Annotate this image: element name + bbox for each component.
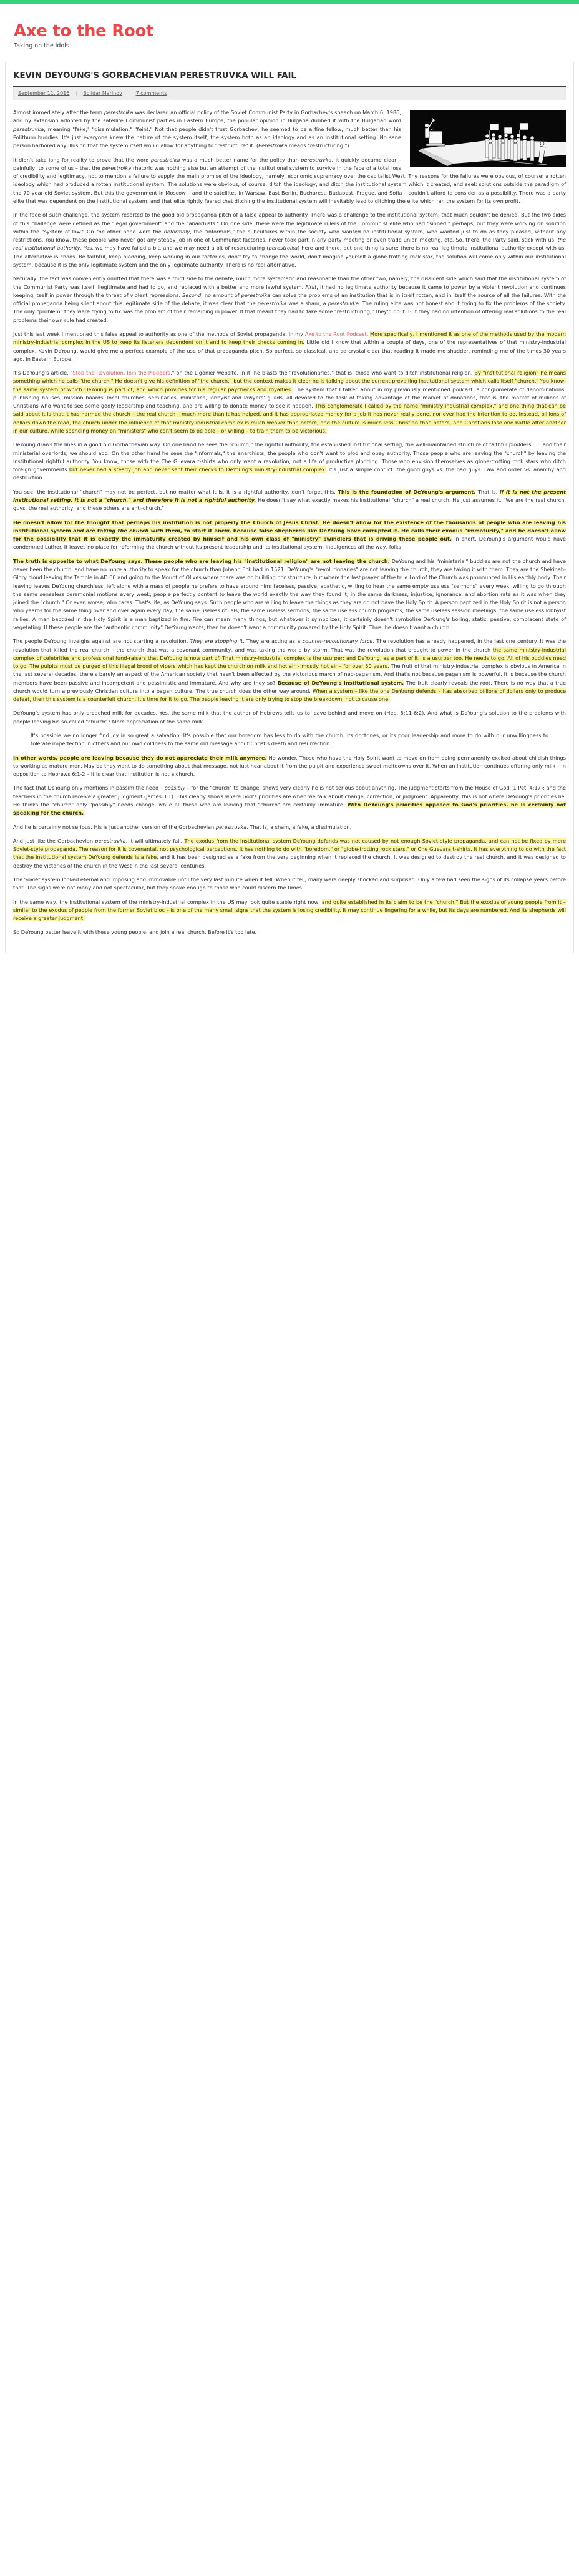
text-run: ," on the Ligonier website. In it, he blasts the "revolutionaries," that is, those who want to ditch institutional religion. (170, 370, 475, 376)
italic-run: perestruvka (215, 823, 247, 830)
article-card (5, 62, 574, 953)
italic-run: Perestroika (258, 142, 288, 149)
text-run: . That is, a sham, a fake, a dissimulation. (246, 823, 352, 830)
axe-to-the-root-podcast-link[interactable]: Axe to the Root Podcast (304, 330, 367, 337)
paragraph-16 (13, 837, 566, 870)
paragraph-4 (13, 275, 566, 325)
highlight-run: When a system – like the one DeYoung defends – has absorbed billions of dollars only to produce defeat, then this system is a counterfeit church. It's time for it to go. The people leaving it are only trying to stop the breakdown, not to cause one. (13, 687, 566, 703)
post-meta-bar (13, 86, 566, 100)
italic-run: perestroika (241, 291, 271, 298)
site-tagline: Taking on the idols (14, 42, 69, 49)
italic-run: perestruvka (95, 837, 126, 844)
italic-run: perestroika (268, 245, 298, 252)
text-run: The system that I talked about in my previously mentioned podcast: a conglomerate of denominations, publishing houses, mission boards, local churches, seminaries, ministries, lobbyist and lawyers' guilds, all devoted to the task of taking advantage of the market of donations, that is, the market of millions of Christians who want to see some godly leadership and teaching, and are willing to donate money to see it happen. (13, 386, 566, 409)
text-run: The people DeYoung inveighs against are not starting a revolution. (13, 638, 190, 645)
italic-run: counter-revolutionary force (302, 638, 373, 645)
text-run: , it will ultimately fail. (125, 837, 185, 844)
text-run: You see, the institutional "church" may not be perfect, but no matter what it is, it is a rightful authority, don't forget this. (13, 488, 338, 495)
text-run: In the face of such challenge, the system resorted to the good old propaganda pitch of a false appeal to authority. There was a challenge to the institutional system; that much couldn't be denied. But the two sides of this challenge were defined as the "legal government" and the "anarchists." On one side, there were the legitimate rulers of the Communist elite who had "sinned," perhaps, but they were working on solution within the "system of law." On the other hand were the (13, 212, 566, 235)
site-title[interactable]: Axe to the Root (14, 22, 154, 41)
highlight-bold-run: In other words, people are leaving because they do not appreciate their milk anymore. (13, 754, 267, 761)
text-run: . It quickly became clear – painfully, to some of us – that the (13, 156, 401, 171)
highlight-run: The exodus from the institutional system DeYoung defends was not caused by not enough Soviet-style propaganda, and can not be fixed by more Soviet-style propaganda. The reason for it is covenantal, not psychological perceptions. It has nothing to do with "boredom," or "globe-trotting rock stars," or Che Guevara t-shirts. It has everything to do with the fact that the institutional system DeYoung defends is a fake, (13, 837, 567, 861)
text-run: The fruit clearly reveals the root. There is no way that a true church would turn a previously Christian culture into a pagan culture. The true church does the other way around. (13, 679, 566, 694)
text-run: ) here and there, but one thing is sure: there is no real legitimate institutional authority except with us. The alternative is chaos. Be faithful, keep plodding, keep working in our factories, don't try to change the world, don't imagine yourself a globe-trotting rock star, the solution will come only within our institutional system, because it is the only legitimate system and the only legitimate authority. There is no real alternative. (13, 245, 566, 268)
site-header (0, 4, 579, 58)
paragraph-15 (13, 823, 566, 831)
text-run: Almost immediately after the term (13, 109, 104, 116)
text-run: No wonder. Those who have the Holy Spirit want to move on from being permanently excited about childish things to working as mature men. May be they want to do something about that message, not just hear about it from the pulpit and experience sweet meltdowns over it. When an institution continues offering only milk – in opposition to Hebrews 6:1-2 – it is clear that institution is not a church. (13, 754, 566, 778)
text-run: was a much better name for the policy than (180, 156, 301, 163)
text-run: was a sham, a (286, 300, 328, 307)
text-run: means "restructuring.") (287, 142, 349, 149)
text-run: Naturally, the fact was conveniently omitted that there was a third side to the debate, much more systematic and reasonable than the other two, namely, the dissident side which said that the institutional system of the Communist Party was itself illegitimate and had to go, and replaced with a better and more lawful system. (13, 275, 566, 290)
text-run: . (366, 330, 371, 337)
blockquote-deyoung-excerpt (13, 732, 566, 748)
italic-run: Second (182, 291, 202, 298)
blockquote-text: It's possible we no longer find joy in so great a salvation. It's possible that our boredom has less to do with the church, its doctrines, or its poor leadership and more to do with our unwillingness to tolerate imperfection in others and our own coldness to the same old message about Christ's death and resurrection. (31, 732, 548, 747)
text-run: It didn't take long for reality to prove that the word (13, 156, 151, 163)
paragraph-8 (13, 488, 566, 513)
italic-run: perestruvka (13, 125, 44, 132)
italic-run: possibly (164, 785, 185, 791)
stop-the-revolution-article-link[interactable]: Stop the Revolution. Join the Plodders (72, 370, 170, 376)
italic-run: the real institutional authority (13, 237, 566, 252)
highlight-run: and quite established in its claim to be the "church." But the exodus of young people from it – similar to the exodus of people from the former Soviet bloc – is one of the many small signs that the system is losing credibility. It may continue lingering for a while, but its days are numbered. And its shepherds will receive a greater judgment. (13, 898, 566, 922)
text-run: Just this last week I mentioned this false appeal to authority as one of the methods of Soviet propaganda, in my (13, 330, 305, 337)
text-run: . Yes, we may have failed a bit, and we may need a bit of restructuring ( (80, 245, 269, 252)
paragraph-14 (13, 784, 566, 817)
italic-run: perestruvka (328, 300, 359, 307)
paragraph-18 (13, 898, 566, 923)
paragraph-11 (13, 637, 566, 703)
highlight-bold-run: With DeYoung's priorities opposed to God's priorities, he is certainly not speaking for the church. (13, 801, 567, 816)
text-run: . They are acting as a (243, 638, 303, 645)
text-run: DeYoung draws the lines in a good old Gorbachevian way: On one hand he sees the "church," the rightful authority, the established institutional setting, the well-maintained structure of faithful plodders . . . and their ministerial overlords, we should add. On the other hand he sees the "informals," the anarchists, the people who don't want to plod and obey authority. Those people who are leaving the "church" by leaving the institutional rightful authority. You know, those with the Che Guevara t-shirts who only want a revolution, not a life of productive plodding. Those who envision themselves as globe-trotting rock stars who ditch foreign governments (13, 441, 566, 473)
text-run: can solve the problems of an institution that is in itself rotten, and in itself the source of all the failures. With the official propaganda being silent about this legitimate side of the debate, it was clear that the (13, 291, 567, 307)
text-run: It's DeYoung's article, " (13, 370, 73, 376)
paragraph-3 (13, 211, 566, 269)
text-run: . The ruling elite was not honest about trying to fix the problems of the society. The only "problem" they were trying to fix was the problem of their remaining in power. If that meant they had to fake some "restructuring," they'd do it. But they had no intention of offering real solutions to the real problems their own rule had created. (13, 300, 566, 323)
top-accent-bar (0, 0, 579, 4)
text-run: The fruit of that ministry-industrial complex is obvious in America in the last several decades: there's barely an aspect of the American society that hasn't been affected by the victorious march of neo-paganism. And that's not because paganism is powerful. It is because the church members have been passive and incompetent and pessimistic and immature. And why are they so? (13, 663, 566, 686)
italic-run: perestroika (102, 164, 132, 171)
paragraph-10 (13, 557, 566, 632)
text-run: , it had no legitimate authority because it came to power by a violent revolution and continues keeping itself in power through the threat of violent repressions. (13, 283, 566, 298)
text-run: DeYoung and his "ministerial" buddies are not the church and have never been the church, and have no more authority to speak for the church than Johann Eck had in 1521. DeYoung's "revolutionaries" are not leaving the church, they are taking it with them. They are the Shekinah-Glory cloud leaving the Temple in AD 60 and going to the Mount of Olives where there was no building nor structure, but where the last prayer of the true Lord of the Church was pronounced in His earthly body. Their leaving leaves DeYoung churchless, left alone with a mass of people he prefers to have around him: faceless, passive, apathetic, willing to hear the same empty useless "sermons" every week, willing to go through the same senseless ceremonial motions every week, people perfectly content to leave the world exactly the way they found it, in the same darkness, injustice, ignorance, and abortion rate as it was when they joined the "church." Or even worse, who cares. That's life, as DeYoung says. Such people who are willing to leave the things as they are do not have the Holy Spirit. A person baptized in the Holy Spirit is not a person who yearns for the same thing over and over again every day, the same useless rituals, the same useless sermons, the same useless church programs, the same useless session meetings, the same useless lobbyist rallies. A man baptized in the Holy Spirit is a man baptized in fire. Fire can mean many things, but whatever it symbolizes, it certainly doesn't symbolize DeYoung's boring, static, passive, complacent state of vegetating. If these people are the "authentic community" DeYoung wants, then he doesn't want a community powered by the Holy Spirit. Thus, he doesn't want a church. (13, 557, 566, 630)
text-run: . The revolution has already happened, in the last one century. It was the revolution that killed the real church – the church that was a covenant community, and was taking the world by storm. That was the revolution that brought to power in the church (13, 638, 566, 653)
paragraph-19: So DeYoung better leave it with these young people, and join a real church. Before it's too late. (13, 929, 257, 936)
italic-run: perestroika (104, 109, 134, 116)
highlight-run: the same ministry-industrial complex of celebrities and professional fund-raisers that DeYoung is now part of. That ministry-industrial complex is the usurper; and DeYoung, as a part of it, is a usurper too. He needs to go. All of his buddies need to go. The pulpits must be purged of this illegal brood of vipers which has kept the church on milk and hot air – mostly hot air – for over 50 years. (13, 646, 566, 670)
page-title: KEVIN DEYOUNG'S GORBACHEVIAN PERESTRUVKA WILL FAIL (13, 71, 296, 81)
paragraph-6 (13, 369, 566, 435)
text-run: , the "informals," the subcultures within the society who wanted no institutional system, who wanted just to do as they pleased, without any restrictions. You know, these people who never got any steady job in one of Communist factories, never took part in any party meeting or even trade union meeting, etc. So, there, the Party said, stick with us, (13, 228, 566, 243)
text-run: And just like the Gorbachevian (13, 837, 95, 844)
paragraph-12: DeYoung's system has only preached milk for decades. Yes, the same milk that the author of Hebrews tells us to leave behind and move on (Heb. 5:11-6:2). And what is DeYoung's solution to the problems with people leaving his so-called "church"? More appreciation of the same milk. (13, 710, 566, 725)
italic-run: neformaly (163, 228, 190, 235)
paragraph-5 (13, 330, 566, 363)
text-run: was declared an official policy of the Soviet Communist Party in Gorbachev's speech on March 6, 1986, and by extension adopted by the satellite Communist parties in Eastern Europe, the popular opinion in Bulgaria dubbed it with the Bulgarian word (13, 109, 401, 124)
highlight-run: This conglomerate I called by the name "ministry-industrial complex," and one thing that can be said about it is that it has harmed the church – the real church – much more than it has helped, and it has appropriated money for a job it has never really done, nor ever had the intention to do. Instead, billions of dollars down the road, the church under the influence of that ministry-industrial complex is much weaker than before, and the culture is much less Christian than before, and Christians lose one battle after another in our culture, while spending money on "ministers" who can't seem to be able – or willing – to train them to be victorious. (13, 403, 566, 434)
paragraph-9 (13, 519, 566, 552)
highlight-bold-italic-run: and are taking the church with them (73, 527, 180, 534)
text-run: In short, DeYoung's argument would have condemned Luther. It leaves no place for reforming the church without its present leadership and its institutional system. Indulgences all the way, folks! (13, 536, 566, 551)
paragraph-7 (13, 441, 566, 482)
highlight-run: but never had a steady job and never sent their checks to DeYoung's ministry-industrial complex. (69, 466, 327, 473)
highlight-bold-run: This is the foundation of DeYoung's argument. (338, 488, 476, 495)
italic-run: perestruvka (301, 156, 332, 163)
text-run: , no amount of (201, 291, 241, 298)
text-run: It's just a simple conflict: the good guys vs. the bad guys. Law and order vs. anarchy and destruction. (13, 466, 566, 481)
meta-separator: | (75, 91, 77, 97)
text-run: The fact that DeYoung only mentions in passim the need – (13, 785, 165, 791)
text-run: Little did I know that within a couple of days, one of the representatives of that ministry-industrial complex, Kevin DeYoung, would give me a perfect example of the use of that propaganda pitch. So perfect, so classical, and so crystal-clear that reading it made me shudder, reminding me of the times 30 years ago, in Eastern Europe. (13, 339, 567, 362)
podium-crowd-cartoon-icon (410, 110, 566, 167)
paragraph-13 (13, 754, 566, 779)
text-run: In the same way, the institutional system of the ministry-industrial complex in the US may look quite stable right now, (13, 898, 322, 905)
highlight-run: More specifically, I mentioned it as one of the methods used by the modern ministry-industrial complex in the US to keep its listeners dependent on it and to keep their checks coming in. (13, 330, 566, 346)
post-date-link[interactable]: September 11, 2016 (18, 91, 70, 97)
text-run: – for the "church" to change, shows very clearly he is not serious about anything. The judgment starts from the House of God (1 Pet. 4:17); and the teachers in the church receive a greater judgment (James 3:1). This clearly shows where God's priorities are when we talk about change, correction, or judgment. Apparently, this is not where DeYoung's priorities lie. He thinks the "church" only "possibly" needs change, while all these who are leaving that "church" are certainly immature. (13, 785, 566, 808)
highlight-bold-run: , to start it anew, because false shepherds like DeYoung have corrupted it. He calls their exodus "immaturity," and he doesn't allow for the possibility that it is exactly the immaturity created by himself and his own class of "ministry" swindlers that is driving these people out. (13, 527, 566, 542)
text-run: , meaning "fake," "dissimulation," "feint." Not that people didn't trust Gorbachev; he seemed to be a fine fellow, much better than his Politburo buddies. It's just everyone knew the nature of the system itself; the system both as an ideology and as an institutional setting. No sane person harbored any illusion that the system itself would allow for anything to "restructure" it. ( (13, 125, 401, 149)
highlight-bold-run: The truth is opposite to what DeYoung says. These people who are leaving his "institutional religion" are not leaving the church. (13, 557, 390, 564)
paragraph-17: The Soviet system looked eternal and imposing and immovable until the very last minute when it fell. When it fell, many were deeply shocked and surprised. Only a few had seen the signs of its collapse years before that. The signs were not many and not spectacular, but they spoke enough to those who could discern the times. (13, 876, 566, 891)
text-run: And he is certainly not serious. His is just another version of the Gorbachevian (13, 823, 216, 830)
italic-run: perestroika (257, 300, 287, 307)
italic-run: They are stopping it (190, 638, 243, 645)
lead-image (410, 110, 566, 167)
text-run: He doesn't say what exactly makes his institutional "church" a real church. He just assumes it. "We are the real church, guys, the real authority, and these others are anti-church." (13, 497, 566, 512)
italic-run: First (305, 283, 317, 290)
highlight-run: By "institutional religion" he means something which he calls "the church." He doesn't give his definition of "the church," but the context makes it clear he is talking about the current prevailing institutional system which calls itself "church." You know, the same system of which DeYoung is part of, and which provides for his regular paychecks and royalties. (13, 370, 566, 393)
highlight-bold-italic-run: if it is not the present institutional setting, it is not a "church," and therefore it is not a rightful authority. (13, 488, 566, 503)
text-run: rhetoric was nothing else but an attempt of the institutional system to survive in the face of a total loss of credibility and legitimacy, not to mention a failure to supply the main promise of the ideology, namely, economic supremacy over the capitalist West. The reasons for the failures were obvious, of course: a rotten ideology which had produced a rotten institutional system. The solutions were obvious, of course: ditch the ideology, and ditch the institutional system which it created, and seek solutions outside the paradigm of the 70-year-old Soviet system. But this the government in Moscow – and the satellites in Warsaw, East Berlin, Bucharest, Budapest, Prague, and Sofia – couldn't afford to consider as a possibility. There was a party elite that was dependent on the institutional system, and that elite rightly feared that ditching the institutional system will inevitably lead to ditching the elite which ran the system for its own profit. (13, 164, 566, 204)
meta-separator: | (128, 91, 130, 97)
post-author-link[interactable]: Bojidar Marinov (83, 91, 122, 97)
highlight-bold-run: Because of DeYoung's institutional system. (277, 679, 404, 686)
text-run: That is, (475, 488, 500, 495)
italic-run: perestroika (150, 156, 180, 163)
text-run: and it has been designed as a fake from the very beginning when it replaced the church. It was designed to destroy the real church, and it was designed to destroy the victories of the church in the West in the last several centuries. (13, 854, 566, 869)
post-comments-link[interactable]: 7 comments (135, 91, 167, 97)
highlight-bold-run: He doesn't allow for the thought that perhaps his institution is not properly the Church of Jesus Christ. He doesn't allow for the existence of the thousands of people who are leaving his institutional system (13, 519, 566, 534)
post-body (13, 109, 566, 942)
